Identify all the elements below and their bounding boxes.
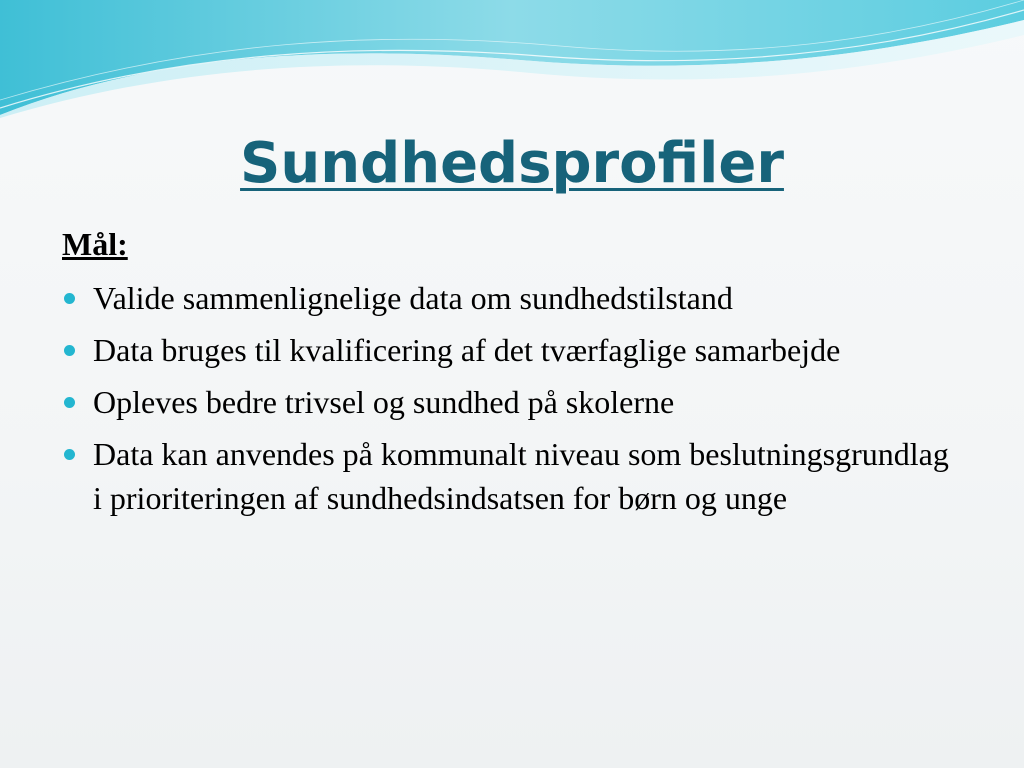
bullet-text: Opleves bedre trivsel og sundhed på skolerne xyxy=(93,384,675,420)
bullet-list xyxy=(62,276,962,520)
slide-title: Sundhedsprofiler xyxy=(240,131,784,196)
bullet-item xyxy=(62,328,962,372)
bullet-text: Valide sammenlignelige data om sundhedstilstand xyxy=(93,280,733,316)
bullet-dot-icon xyxy=(64,449,75,460)
slide-body xyxy=(62,224,962,528)
decorative-wave-header xyxy=(0,0,1024,130)
bullet-text: Data bruges til kvalificering af det tværfaglige samarbejde xyxy=(93,332,841,368)
bullet-dot-icon xyxy=(64,345,75,356)
bullet-dot-icon xyxy=(64,293,75,304)
bullet-item xyxy=(62,432,962,520)
bullet-item xyxy=(62,276,962,320)
bullet-text: Data kan anvendes på kommunalt niveau som beslutningsgrundlag i prioriteringen af sundhedsindsatsen for børn og unge xyxy=(93,436,949,516)
bullet-dot-icon xyxy=(64,397,75,408)
bullet-item xyxy=(62,380,962,424)
goals-heading: Mål: xyxy=(62,226,128,262)
